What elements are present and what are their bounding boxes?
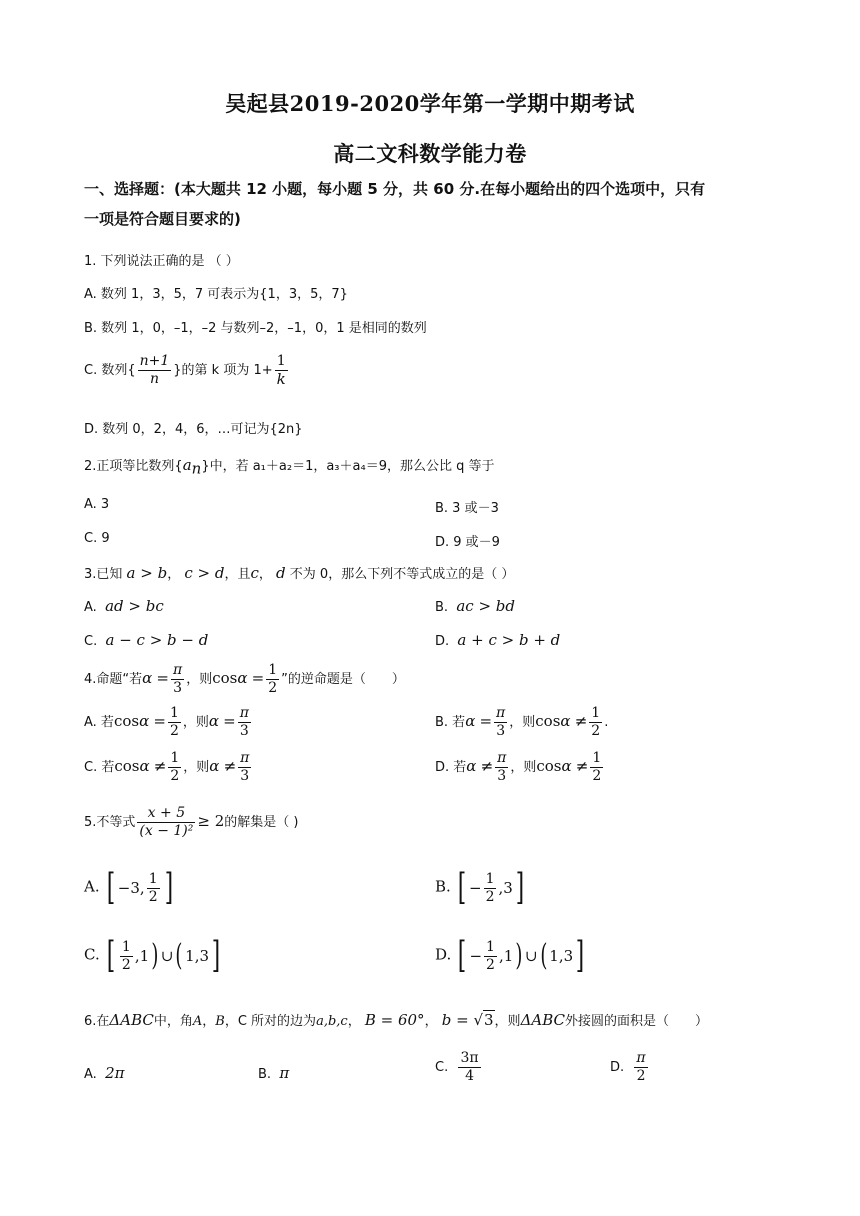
q5-numerator: x + 5 xyxy=(137,805,195,823)
q4-c-half xyxy=(168,750,181,785)
q4-b-alpha2: α xyxy=(560,712,571,730)
q4-c-pi: π xyxy=(240,750,250,766)
q2-var-a: a xyxy=(182,456,192,474)
q1-option-b: B. 数列 1，0，–1，–2 与数列–2，–1，0，1 是相同的数列 xyxy=(84,321,427,336)
q1-c-fraction2 xyxy=(275,353,288,388)
q1-c-mid: }的第 k 项为 1+ xyxy=(173,363,273,378)
q5-c-int-end: ,1 xyxy=(134,947,150,965)
q5-c-cup: ∪ xyxy=(160,947,174,965)
q5-a-lbracket: [ xyxy=(106,867,115,908)
q4-c-alpha: α xyxy=(139,757,150,775)
q4-d-alpha2: α xyxy=(561,757,572,775)
q4-half xyxy=(266,662,279,697)
q4-a-cos: cos xyxy=(113,712,140,730)
q4-c-half-den: 2 xyxy=(170,768,180,784)
q4-b-pi3 xyxy=(494,705,507,740)
q3-c-label: C. xyxy=(84,634,98,649)
q1-option-d: D. 数列 0，2，4，6，…可记为{2n} xyxy=(84,422,303,437)
q4-half-den: 2 xyxy=(268,680,278,696)
q6-sides: a,b,c xyxy=(316,1014,348,1029)
q6-option-c xyxy=(435,1050,483,1085)
q4-d-half xyxy=(590,750,603,785)
q5-c-rbracket2: ] xyxy=(211,935,221,976)
q4-b-pi: π xyxy=(496,705,506,721)
q4-option-c xyxy=(84,750,253,785)
q5-a-label: A. xyxy=(84,877,100,896)
q3-c-expr: a − c > b − d xyxy=(105,631,209,649)
q5-b-half-den: 2 xyxy=(485,888,495,905)
q4-d-three: 3 xyxy=(497,768,507,784)
q3-a-expr: ad > bc xyxy=(105,597,164,615)
q4-c-three: 3 xyxy=(240,768,250,784)
q4-d-cos: cos xyxy=(536,757,562,775)
q5-option-d xyxy=(435,935,587,976)
q2-sub-n: n xyxy=(191,459,202,478)
q4-a-label: A. 若 xyxy=(84,715,114,730)
q4-a-eq: = xyxy=(153,712,166,730)
q4-a-pi: π xyxy=(239,705,249,721)
q3-stem-c: 不为 0，那么下列不等式成立的是（ ） xyxy=(289,567,515,582)
q3-option-c xyxy=(84,631,208,649)
q4-b-eq: = xyxy=(479,712,493,730)
q4-d-ne: ≠ xyxy=(480,757,494,775)
q3-var-d: d xyxy=(276,564,286,582)
q4-d-label: D. 若 xyxy=(435,760,467,775)
q4-c-label: C. 若 xyxy=(84,760,115,775)
q6-d-fraction xyxy=(634,1050,647,1085)
q6-b-label: B. xyxy=(258,1067,272,1082)
q5-stem xyxy=(84,805,299,840)
q6-sep: ， xyxy=(347,1014,361,1029)
q4-d-then: ，则 xyxy=(510,760,537,775)
q5-d-int-end: ,1 xyxy=(498,947,514,965)
q3-option-d xyxy=(435,631,560,649)
q6-angle-a: A xyxy=(192,1014,203,1029)
q3-stem xyxy=(84,563,514,582)
q5-option-b xyxy=(435,867,527,908)
q6-option-b xyxy=(258,1064,289,1082)
q3-d-expr: a + c > b + d xyxy=(457,631,561,649)
q6-b-val: π xyxy=(279,1064,290,1082)
q6-triangle: ΔABC xyxy=(109,1011,154,1029)
q1-c-numerator: n+1 xyxy=(139,353,170,369)
q4-b-half-num: 1 xyxy=(591,705,601,721)
q1-c-denominator: n xyxy=(149,371,159,387)
q3-stem-a: 3.已知 xyxy=(84,567,123,582)
q4-option-a xyxy=(84,705,253,740)
q2-stem xyxy=(84,455,495,478)
q5-option-a xyxy=(84,867,176,908)
q4-half-num: 1 xyxy=(268,662,278,678)
q6-a-label: A. xyxy=(84,1067,97,1082)
q3-option-b xyxy=(435,597,515,615)
q5-d-label: D. xyxy=(435,945,452,964)
section-heading xyxy=(84,174,784,234)
q2-stem-a: 2.正项等比数列{ xyxy=(84,459,183,474)
q5-d-half-num: 1 xyxy=(486,938,495,955)
q5-b-int-end: ,3 xyxy=(498,879,513,897)
q5-c-label: C. xyxy=(84,945,100,964)
q5-c-int2: 1,3 xyxy=(185,947,210,965)
q6-c-den: 4 xyxy=(465,1068,474,1084)
q6-d-den: 2 xyxy=(636,1068,646,1084)
q6-angle-b: B xyxy=(215,1014,225,1029)
q6-d-label: D. xyxy=(610,1060,625,1075)
q5-option-c xyxy=(84,935,223,976)
q5-d-int2: 1,3 xyxy=(549,947,574,965)
q4-b-half xyxy=(589,705,602,740)
q5-b-label: B. xyxy=(435,877,451,896)
q3-b-label: B. xyxy=(435,600,449,615)
q1-option-c xyxy=(84,353,290,388)
q1-option-a: A. 数列 1，3，5，7 可表示为{1，3，5，7} xyxy=(84,287,348,302)
q5-d-lbracket: [ xyxy=(458,935,467,976)
q3-a-label: A. xyxy=(84,600,97,615)
q5-stem-a: 5.不等式 xyxy=(84,815,136,830)
q4-den: 3 xyxy=(173,680,183,696)
q6-stem: 6.在ΔABC中，角A，B，C 所对的边为a,b,c， B = 60°， b = √3，则ΔABC外接圆的面积是（ ） xyxy=(84,1011,709,1029)
q4-cos: cos xyxy=(212,669,238,687)
q4-d-half-num: 1 xyxy=(592,750,602,766)
q4-c-alpha2: α xyxy=(209,757,220,775)
q2-option-a: A. 3 xyxy=(84,497,110,512)
q2-option-b: B. 3 或－3 xyxy=(435,501,499,516)
q5-stem-b: 的解集是（ ) xyxy=(224,815,299,830)
q4-a-three: 3 xyxy=(239,723,249,739)
q5-c-half-num: 1 xyxy=(121,938,131,955)
q4-num: π xyxy=(173,662,183,678)
q1-stem: 1. 下列说法正确的是 （ ） xyxy=(84,254,239,269)
q6-c-fraction xyxy=(458,1050,480,1085)
exam-subtitle: 高二文科数学能力卷 xyxy=(333,141,527,166)
q4-c-ne2: ≠ xyxy=(223,757,237,775)
q5-d-half-den: 2 xyxy=(486,956,495,973)
q6-stem-a: 6.在 xyxy=(84,1014,110,1029)
q5-c-lparen2: ( xyxy=(175,938,183,973)
q5-c-half-den: 2 xyxy=(121,956,131,973)
q6-stem-e: 外接圆的面积是（ ） xyxy=(565,1014,709,1029)
q5-fraction xyxy=(137,805,195,840)
q4-a-half-den: 2 xyxy=(169,723,179,739)
q4-b-alpha: α xyxy=(465,712,476,730)
q4-b-label: B. 若 xyxy=(435,715,466,730)
q4-b-cos: cos xyxy=(535,712,561,730)
q4-comma: ，则 xyxy=(186,672,213,687)
q5-b-half xyxy=(484,871,497,906)
q5-a-half-num: 1 xyxy=(148,870,158,887)
q4-a-half xyxy=(168,705,181,740)
q4-c-then: ，则 xyxy=(183,760,210,775)
q4-b-ne: ≠ xyxy=(574,712,588,730)
q3-expr2: c > d xyxy=(184,564,225,582)
q3-sep1: ， xyxy=(167,567,181,582)
q5-geq: ≥ 2 xyxy=(197,812,225,830)
q3-d-label: D. xyxy=(435,634,450,649)
q5-b-rbracket: ] xyxy=(515,867,525,908)
q5-d-half xyxy=(484,939,497,974)
q3-b-expr: ac > bd xyxy=(456,597,515,615)
q5-d-rbracket2: ] xyxy=(575,935,585,976)
q5-d-lparen2: ( xyxy=(539,938,547,973)
q4-a-alpha2: α xyxy=(208,712,220,730)
q6-side-b-value: b = √3 xyxy=(441,1011,494,1029)
q1-c-prefix: C. 数列{ xyxy=(84,363,136,378)
q4-c-ne: ≠ xyxy=(153,757,167,775)
q6-angle-b-value: B = 60° xyxy=(364,1011,425,1029)
q4-d-half-den: 2 xyxy=(592,768,602,784)
q6-stem-b: 中，角 xyxy=(153,1014,193,1029)
q1-c-denominator2: k xyxy=(276,370,286,388)
q5-denominator: (x − 1)² xyxy=(139,823,194,839)
q6-triangle2: ΔABC xyxy=(520,1011,566,1029)
q2-option-c: C. 9 xyxy=(84,531,110,546)
q5-d-cup: ∪ xyxy=(524,947,538,965)
q5-d-rparen: ) xyxy=(515,938,523,973)
exam-title: 吴起县2019-2020学年第一学期中期考试 xyxy=(225,91,635,116)
q4-a-pi3 xyxy=(238,705,251,740)
q4-option-d xyxy=(435,750,605,785)
q4-stem xyxy=(84,662,405,697)
q4-a-then: ，则 xyxy=(182,715,209,730)
q6-side-b: b = xyxy=(441,1011,469,1029)
q4-a-half-num: 1 xyxy=(169,705,179,721)
q4-d-ne2: ≠ xyxy=(575,757,589,775)
q6-sep2: ， xyxy=(424,1014,438,1029)
q6-stem-c: ，C 所对的边为 xyxy=(224,1014,317,1029)
q4-eq2: = xyxy=(251,669,265,687)
q5-b-half-num: 1 xyxy=(485,870,495,887)
section-heading-line1: 一、选择题：(本大题共 12 小题，每小题 5 分，共 60 分.在每小题给出的四个选项中，只有 xyxy=(84,180,706,198)
q4-d-alpha: α xyxy=(466,757,477,775)
q3-var-c: c xyxy=(250,564,259,582)
q3-stem-b: ，且 xyxy=(224,567,251,582)
q6-root: 3 xyxy=(484,1011,494,1029)
section-heading-line2: 一项是符合题目要求的) xyxy=(84,210,241,228)
q5-c-half xyxy=(120,939,133,974)
q4-stem-b: ”的逆命题是（ ） xyxy=(281,672,405,687)
q4-b-half-den: 2 xyxy=(591,723,601,739)
q4-alpha: α xyxy=(142,669,153,687)
q3-sep2: ， xyxy=(258,567,272,582)
q6-d-num: π xyxy=(636,1050,646,1066)
q4-b-end: . xyxy=(604,715,609,730)
q5-a-half-den: 2 xyxy=(148,888,158,905)
q4-a-alpha: α xyxy=(139,712,150,730)
q4-d-pi3 xyxy=(495,750,508,785)
q1-c-fraction xyxy=(138,353,172,388)
q6-option-a xyxy=(84,1064,124,1082)
q5-b-minus: − xyxy=(468,879,482,897)
q3-option-a xyxy=(84,597,164,615)
q1-c-numerator2: 1 xyxy=(275,353,288,371)
q4-pi-over-3 xyxy=(171,662,184,697)
q4-b-then: ，则 xyxy=(509,715,536,730)
q3-expr1: a > b xyxy=(126,564,168,582)
q4-alpha2: α xyxy=(237,669,248,687)
q4-option-b xyxy=(435,705,608,740)
q4-a-eq2: = xyxy=(223,712,236,730)
q2-stem-b: }中，若 a₁＋a₂＝1，a₃＋a₄＝9，那么公比 q 等于 xyxy=(201,459,495,474)
q4-c-half-num: 1 xyxy=(170,750,180,766)
q5-c-lbracket: [ xyxy=(106,935,116,976)
q2-option-d: D. 9 或－9 xyxy=(435,535,500,550)
q5-c-rparen: ) xyxy=(151,938,159,973)
q4-c-cos: cos xyxy=(114,757,140,775)
q6-c-num: 3π xyxy=(460,1050,479,1066)
q5-a-half xyxy=(147,871,160,906)
q6-stem-d: ，则 xyxy=(494,1014,521,1029)
q5-d-minus: − xyxy=(469,947,483,965)
q4-eq: = xyxy=(156,669,169,687)
q4-d-pi: π xyxy=(497,750,507,766)
q5-a-int: −3, xyxy=(117,879,145,897)
q4-stem-a: 4.命题“若 xyxy=(84,672,143,687)
q6-c-label: C. xyxy=(435,1060,449,1075)
q6-option-d xyxy=(610,1050,650,1085)
q5-a-rbracket: ] xyxy=(164,867,173,908)
q4-c-pi3 xyxy=(238,750,251,785)
q5-b-lbracket: [ xyxy=(457,867,467,908)
q6-a-val: 2π xyxy=(105,1064,125,1082)
q4-b-three: 3 xyxy=(496,723,506,739)
